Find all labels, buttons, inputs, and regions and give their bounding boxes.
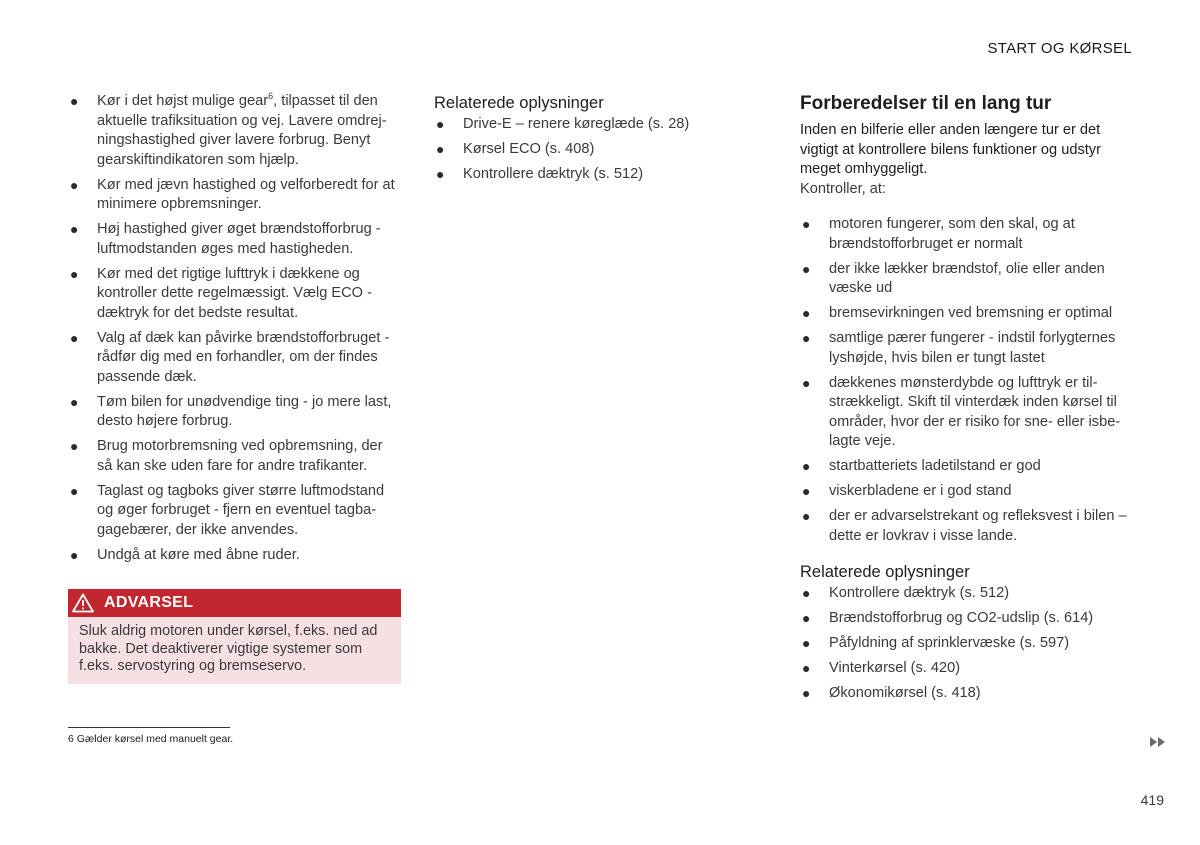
warning-box [68,589,401,684]
list-item [800,329,1132,368]
page-number: 419 [1140,792,1164,808]
related-link-text[interactable]: Brændstofforbrug og CO2-udslip (s. 614) [829,610,1094,626]
bullet-icon: ● [802,585,811,601]
related-link[interactable] [434,115,734,135]
footnote-divider [68,727,230,728]
list-item-text: Kør med jævn hastighed og velforberedt for at minimere opbremsninger. [97,176,395,212]
related-link-text[interactable]: Kørsel ECO (s. 408) [463,141,595,157]
list-item-text: startbatteriets ladetilstand er god [829,458,1041,474]
list-item-text: Kør med det rigtige lufttryk i dækkene og kontroller dette regelmæssigt. Vælg ECO -dæktryk for det bedste resultat. [97,265,372,321]
warning-triangle-icon [72,593,94,613]
bullet-icon: ● [436,166,445,182]
list-item [68,329,401,388]
bullet-icon: ● [70,329,79,346]
list-item-text: bremsevirkningen ved bremsning er optimal [829,305,1113,321]
intro-text: Inden en bilferie eller anden længere tur er det vigtigt at kontrollere bilens funktioner og udstyr meget omhyggeligt. [800,122,1101,177]
list-item-text: viskerbladene er i god stand [829,483,1012,499]
warning-text: Sluk aldrig motoren under kørsel, f.eks. ned ad bakke. Det deaktiverer vigtige systemer som f.eks. servostyring og bremseservo. [79,623,378,674]
bullet-icon: ● [70,265,79,282]
bullet-icon: ● [70,546,79,563]
related-link-text[interactable]: Økonomikørsel (s. 418) [829,685,981,701]
warning-header [68,589,401,617]
bullet-icon: ● [802,305,811,321]
footnote-reference[interactable]: 6 [268,91,274,102]
related-link-text[interactable]: Kontrollere dæktryk (s. 512) [463,166,644,182]
section-header: START OG KØRSEL [987,40,1132,57]
list-item [68,437,401,476]
bullet-icon: ● [802,330,811,346]
bullet-icon: ● [70,393,79,410]
list-item [800,215,1132,254]
bullet-icon: ● [436,116,445,132]
related-link[interactable] [434,165,734,185]
bullet-icon: ● [802,260,811,277]
list-item [800,482,1132,502]
bullet-icon: ● [802,458,811,474]
list-item-text-end: , tilpasset til den aktuelle trafiksituation og vej. Lavere omdrej-ningshastighed giver lavere forbrug. Benyt gearskiftindikatoren som hjælp. [97,93,387,168]
list-item-text: motoren fungerer, som den skal, og at brændstofforbruget er normalt [829,216,1075,252]
fuel-tips-list [68,92,401,565]
bullet-icon: ● [802,685,811,701]
list-item [68,92,401,170]
related-link[interactable] [800,684,1132,704]
footnote-text: Gælder kørsel med manuelt gear. [76,733,234,745]
related-link[interactable] [800,659,1132,679]
list-item-text: Brug motorbremsning ved opbremsning, der så kan ske uden fare for andre trafikanter. [97,438,383,474]
list-item-text: samtlige pærer fungerer - indstil forlygternes lyshøjde, hvis bilen er tungt lastet [829,330,1116,366]
checklist-lead: Kontroller, at: [800,180,886,197]
related-info-list [434,115,734,185]
footnote-marker: 6 [68,733,74,745]
bullet-icon: ● [802,483,811,499]
related-info-heading: Relaterede oplysninger [434,94,604,112]
footnote [68,733,233,745]
list-item [800,374,1132,452]
bullet-icon: ● [802,635,811,651]
list-item [68,546,401,566]
bullet-icon: ● [802,660,811,676]
bullet-icon: ● [802,374,811,391]
list-item [68,220,401,259]
related-link-text[interactable]: Vinterkørsel (s. 420) [829,660,961,676]
related-link[interactable] [800,634,1132,654]
bullet-icon: ● [70,93,79,109]
bullet-icon: ● [70,176,79,193]
related-link[interactable] [800,609,1132,629]
related-link[interactable] [800,584,1132,604]
list-item [800,507,1132,546]
related-link-text[interactable]: Kontrollere dæktryk (s. 512) [829,585,1010,601]
list-item-text: Høj hastighed giver øget brændstofforbrug - luftmodstanden øges med hastigheden. [97,221,381,257]
long-trip-column [800,92,1132,709]
related-info-column [434,92,734,190]
list-item-text: der er advarselstrekant og refleksvest i bilen – dette er lovkrav i visse lande. [829,508,1127,544]
list-item-text: dækkenes mønsterdybde og lufttryk er til-strækkeligt. Skift til vinterdæk inden kørsel til områder, hvor der er risiko for sne- eller isbe-lagte veje. [829,374,1121,449]
list-item-text: Undgå at køre med åbne ruder. [97,546,300,563]
double-arrow-right-icon[interactable] [1149,735,1167,749]
section-title: Forberedelser til en lang tur [800,93,1052,114]
bullet-icon: ● [802,216,811,232]
list-item [68,393,401,432]
list-item [800,304,1132,324]
related-info-heading: Relaterede oplysninger [800,563,970,581]
related-link[interactable] [434,140,734,160]
list-item [68,176,401,215]
list-item [68,265,401,324]
bullet-icon: ● [70,482,79,499]
fuel-tips-column [68,92,401,571]
list-item [800,260,1132,299]
bullet-icon: ● [802,508,811,524]
bullet-icon: ● [70,221,79,237]
list-item-text: der ikke lækker brændstof, olie eller anden væske ud [829,260,1105,296]
related-link-text[interactable]: Påfyldning af sprinklervæske (s. 597) [829,635,1070,651]
bullet-icon: ● [802,610,811,626]
related-link-text[interactable]: Drive-E – renere køreglæde (s. 28) [463,116,690,132]
checklist [800,215,1132,546]
related-info-list [800,584,1132,704]
list-item [68,482,401,541]
bullet-icon: ● [436,141,445,157]
list-item-text-start: Kør i det højst mulige gear [97,93,269,109]
list-item-text: Tøm bilen for unødvendige ting - jo mere last, desto højere forbrug. [97,393,392,429]
list-item-text: Valg af dæk kan påvirke brændstofforbruget - rådfør dig med en forhandler, om der findes passende dæk. [97,329,390,385]
bullet-icon: ● [70,438,79,454]
list-item-text: Taglast og tagboks giver større luftmodstand og øger forbruget - fjern en eventuel tagba-gagebærer, der ikke anvendes. [97,482,385,538]
warning-label: ADVARSEL [104,594,194,611]
list-item [800,457,1132,477]
